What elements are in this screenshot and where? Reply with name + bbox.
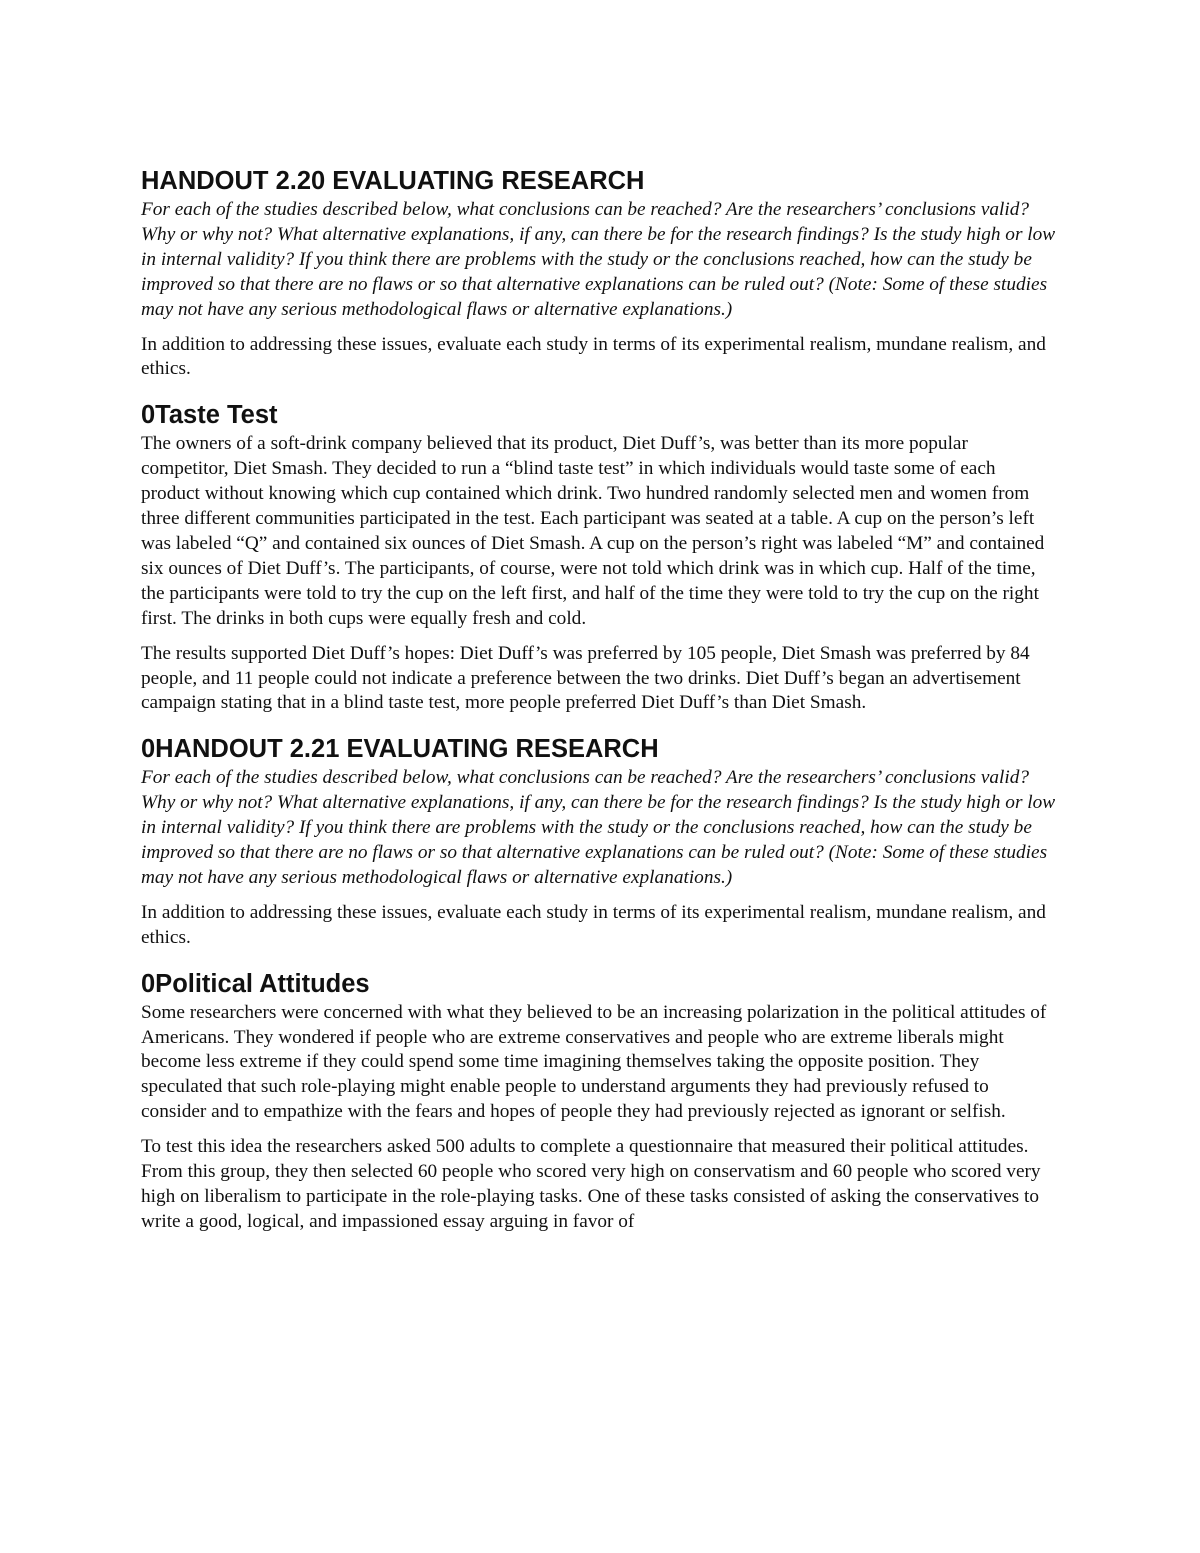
study-paragraph: The results supported Diet Duff’s hopes: Diet Duff’s was preferred by 105 people, Diet Smash was preferred by 84 people, and 11 people could not indicate a preference between the two drinks. Diet Duff’s began an advertisement campaign stating that in a blind taste test, more people preferred Diet Duff’s than Diet Smash. [141, 642, 1030, 714]
document-page [141, 164, 1056, 1235]
handout-instructions: For each of the studies described below, what conclusions can be reached? Are the researchers’ conclusions valid? Why or why not? What alternative explanations, if any, can there be for the research findings? Is the study high or low in internal validity? If you think there are problems with the study or the conclusions reached, how can the study be improved so that there are no flaws or so that alternative explanations can be ruled out? (Note: Some of these studies may not have any serious methodological flaws or alternative explanations.) [141, 767, 1056, 888]
study-title-taste-test: 0Taste Test [141, 401, 278, 430]
study-title-political-attitudes: 0Political Attitudes [141, 969, 370, 998]
handout-addition-text: In addition to addressing these issues, evaluate each study in terms of its experimental realism, mundane realism, and ethics. [141, 901, 1046, 948]
handout-instructions: For each of the studies described below, what conclusions can be reached? Are the researchers’ conclusions valid? Why or why not? What alternative explanations, if any, can there be for the research findings? Is the study high or low in internal validity? If you think there are problems with the study or the conclusions reached, how can the study be improved so that there are no flaws or so that alternative explanations can be ruled out? (Note: Some of these studies may not have any serious methodological flaws or alternative explanations.) [141, 199, 1056, 320]
handout-title-2-20: HANDOUT 2.20 EVALUATING RESEARCH [141, 167, 645, 195]
study-paragraph: Some researchers were concerned with what they believed to be an increasing polarization in the political attitudes of Americans. They wondered if people who are extreme conservatives and people who are extreme liberals might become less extreme if they could spend some time imagining themselves taking the opposite position. They speculated that such role-playing might enable people to understand arguments they had previously refused to consider and to empathize with the fears and hopes of people they had previously rejected as ignorant or selfish. [141, 1001, 1047, 1123]
study-paragraph: To test this idea the researchers asked 500 adults to complete a questionnaire that measured their political attitudes. From this group, they then selected 60 people who scored very high on conservatism and 60 people who scored very high on liberalism to participate in the role-playing tasks. One of these tasks consisted of asking the conservatives to write a good, logical, and impassioned essay arguing in favor of [141, 1136, 1041, 1232]
handout-title-2-21: 0HANDOUT 2.21 EVALUATING RESEARCH [141, 735, 659, 764]
study-paragraph: The owners of a soft-drink company believed that its product, Diet Duff’s, was better than its more popular competitor, Diet Smash. They decided to run a “blind taste test” in which individuals would taste some of each product without knowing which cup contained which drink. Two hundred randomly selected men and women from three different communities participated in the test. Each participant was seated at a table. A cup on the person’s left was labeled “Q” and contained six ounces of Diet Smash. A cup on the person’s right was labeled “M” and contained six ounces of Diet Duff’s. The participants, of course, were not told which drink was in which cup. Half of the time, the participants were told to try the cup on the left first, and half of the time they were told to try the cup on the right first. The drinks in both cups were equally fresh and cold. [141, 433, 1045, 629]
handout-addition-text: In addition to addressing these issues, evaluate each study in terms of its experimental realism, mundane realism, and ethics. [141, 333, 1046, 380]
